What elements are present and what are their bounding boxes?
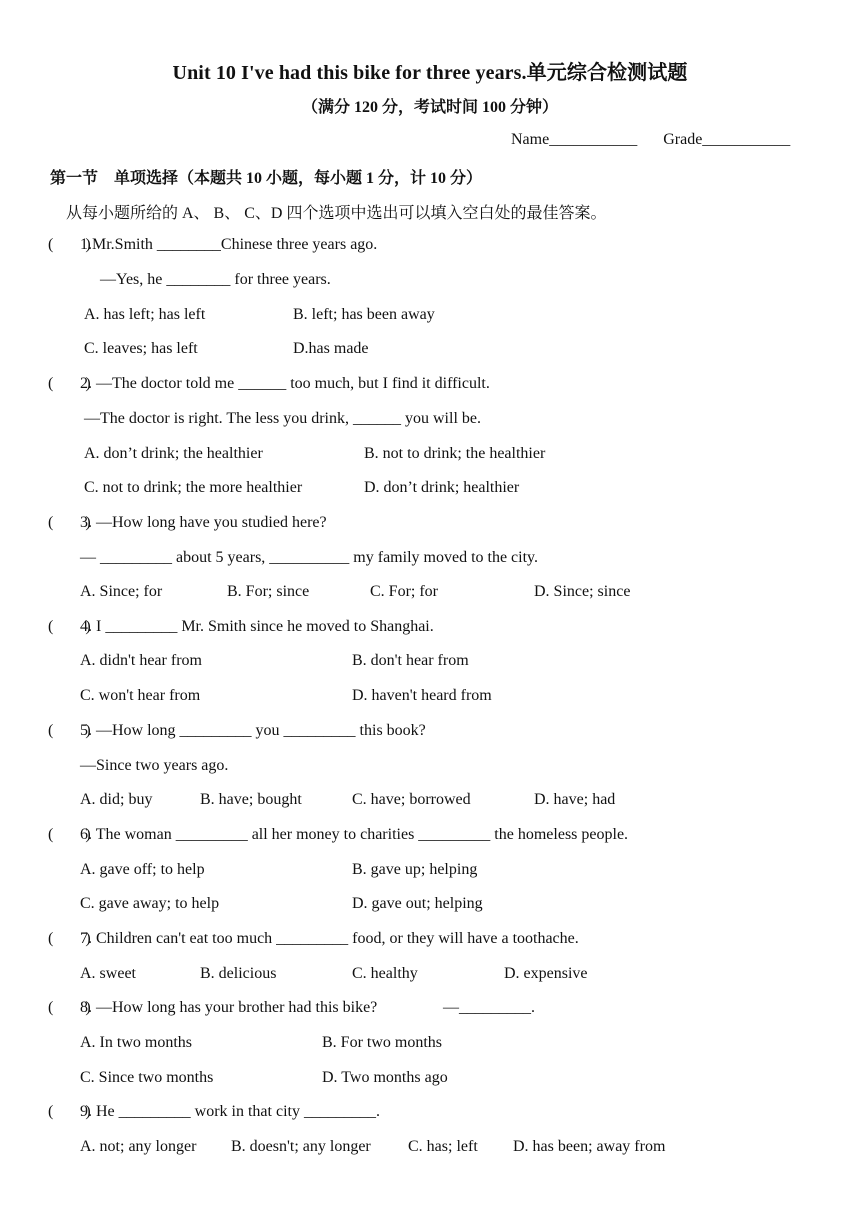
- question-line: —Since two years ago.: [80, 757, 229, 774]
- question-line: 6. The woman _________ all her money to charities _________ the homeless people.: [80, 826, 629, 843]
- option-b: B. have; bought: [200, 791, 302, 808]
- question-line: —Yes, he ________ for three years.: [100, 271, 331, 288]
- option-b: B. not to drink; the healthier: [364, 445, 546, 462]
- name-grade-line: [511, 131, 790, 149]
- question-line: —_________.: [443, 999, 535, 1016]
- answer-blank: ( ): [48, 1103, 91, 1120]
- answer-blank: ( ): [48, 826, 91, 843]
- option-d: D. Two months ago: [322, 1069, 448, 1086]
- question-line: 9. He _________ work in that city _________.: [80, 1103, 380, 1120]
- option-c: C. has; left: [408, 1138, 478, 1155]
- question-line: 2. —The doctor told me ______ too much, but I find it difficult.: [80, 375, 490, 392]
- grade-field-label: Grade___________: [663, 131, 791, 148]
- question-line: 8. —How long has your brother had this bike?: [80, 999, 378, 1016]
- option-a: A. didn't hear from: [80, 652, 202, 669]
- option-c: C. have; borrowed: [352, 791, 471, 808]
- answer-blank: ( ): [48, 514, 91, 531]
- answer-blank: ( ): [48, 999, 91, 1016]
- option-a: A. did; buy: [80, 791, 153, 808]
- option-d: D. has been; away from: [513, 1138, 666, 1155]
- option-a: A. don’t drink; the healthier: [84, 445, 263, 462]
- option-a: A. Since; for: [80, 583, 163, 600]
- answer-blank: ( ): [48, 930, 91, 947]
- option-c: C. healthy: [352, 965, 418, 982]
- option-b: B. delicious: [200, 965, 277, 982]
- question-line: — _________ about 5 years, __________ my family moved to the city.: [80, 549, 539, 566]
- answer-blank: ( ): [48, 375, 91, 392]
- option-d: D.has made: [293, 340, 369, 357]
- option-a: A. sweet: [80, 965, 136, 982]
- option-d: D. gave out; helping: [352, 895, 483, 912]
- option-c: C. For; for: [370, 583, 438, 600]
- option-a: A. In two months: [80, 1034, 192, 1051]
- option-b: B. For; since: [227, 583, 310, 600]
- option-d: D. Since; since: [534, 583, 631, 600]
- option-c: C. Since two months: [80, 1069, 214, 1086]
- answer-blank: ( ): [48, 618, 91, 635]
- question-line: —The doctor is right. The less you drink, ______ you will be.: [84, 410, 481, 427]
- option-c: C. won't hear from: [80, 687, 201, 704]
- option-b: B. don't hear from: [352, 652, 469, 669]
- exam-subtitle: （满分 120 分，考试时间 100 分钟）: [301, 99, 558, 116]
- option-a: A. has left; has left: [84, 306, 206, 323]
- question-line: 3. —How long have you studied here?: [80, 514, 327, 531]
- option-c: C. not to drink; the more healthier: [84, 479, 303, 496]
- option-a: A. gave off; to help: [80, 861, 205, 878]
- exam-title: Unit 10 I've had this bike for three years.单元综合检测试题: [172, 62, 688, 84]
- option-d: D. don’t drink; healthier: [364, 479, 520, 496]
- section-instruction: 从每小题所给的 A、 B、 C、D 四个选项中选出可以填入空白处的最佳答案。: [66, 205, 607, 222]
- option-c: C. gave away; to help: [80, 895, 220, 912]
- option-b: B. gave up; helping: [352, 861, 478, 878]
- question-line: 1.Mr.Smith ________Chinese three years ago.: [80, 236, 378, 253]
- answer-blank: ( ): [48, 722, 91, 739]
- option-b: B. doesn't; any longer: [231, 1138, 371, 1155]
- option-c: C. leaves; has left: [84, 340, 198, 357]
- option-d: D. have; had: [534, 791, 616, 808]
- question-line: 4. I _________ Mr. Smith since he moved to Shanghai.: [80, 618, 434, 635]
- section-heading: 第一节 单项选择（本题共 10 小题，每小题 1 分，计 10 分）: [50, 170, 483, 187]
- answer-blank: ( ): [48, 236, 91, 253]
- question-line: 7. Children can't eat too much _________ food, or they will have a toothache.: [80, 930, 579, 947]
- option-a: A. not; any longer: [80, 1138, 197, 1155]
- question-line: 5. —How long _________ you _________ this book?: [80, 722, 426, 739]
- option-d: D. haven't heard from: [352, 687, 492, 704]
- name-field-label: Name___________: [511, 131, 638, 148]
- option-b: B. left; has been away: [293, 306, 435, 323]
- option-b: B. For two months: [322, 1034, 443, 1051]
- option-d: D. expensive: [504, 965, 588, 982]
